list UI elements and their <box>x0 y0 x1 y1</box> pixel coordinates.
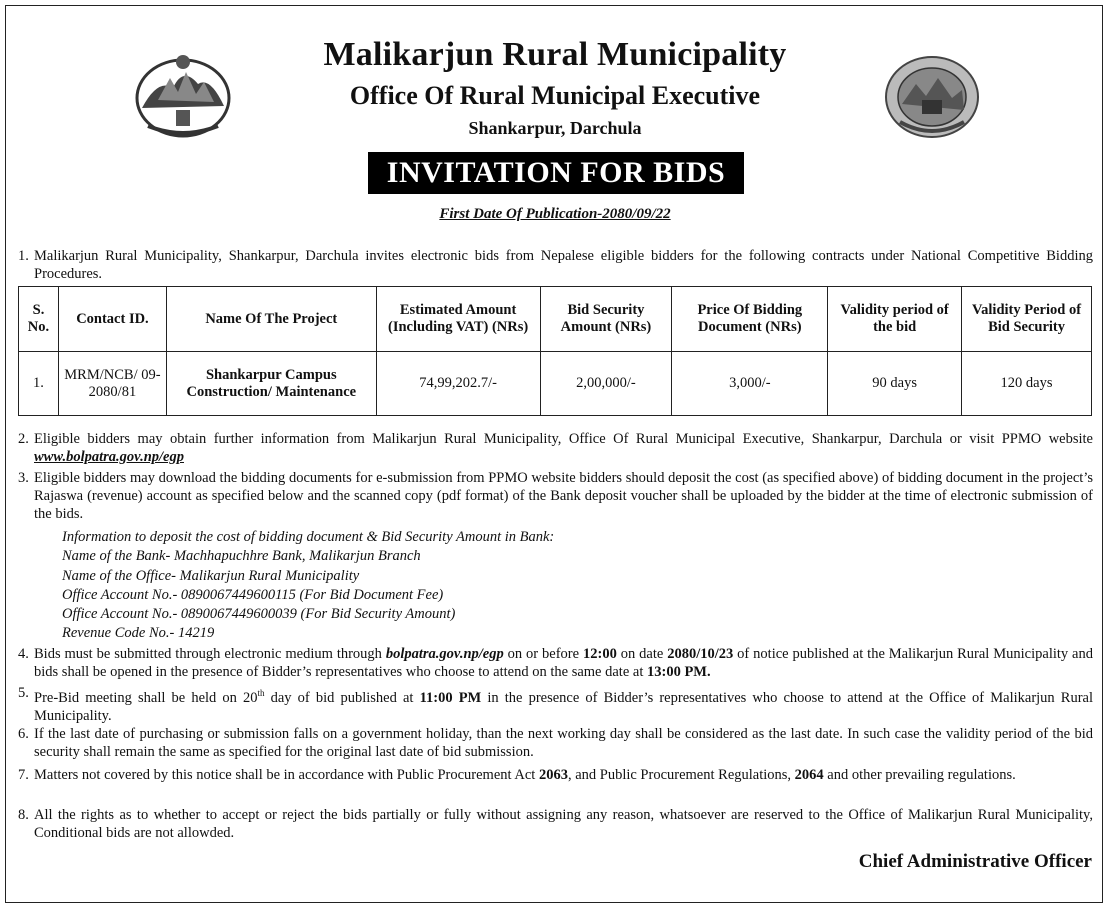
clause-2: 2. Eligible bidders may obtain further information from Malikarjun Rural Municipality, Office Of Rural Municipal Executive, Shankarpur, Darchula or visit PPMO website www.bolpatra.gov.np/egp <box>18 431 1093 465</box>
publication-date: First Date Of Publication-2080/09/22 <box>439 206 671 222</box>
cell-sno: 1. <box>19 352 59 416</box>
table-row <box>19 352 1092 416</box>
office-title: Office Of Rural Municipal Executive <box>349 81 761 110</box>
col-sno: S. No. <box>19 287 59 352</box>
cell-price: 3,000/- <box>672 352 828 416</box>
cell-project: Shankarpur Campus Construction/ Maintenance <box>166 352 376 416</box>
clause-7: 7. Matters not covered by this notice shall be in accordance with Public Procurement Act 2063, and Public Procurement Regulations, 2064 and other prevailing regulations. <box>18 767 1016 783</box>
revenue-code: Revenue Code No.- 14219 <box>62 625 215 642</box>
clause-6: 6. If the last date of purchasing or submission falls on a government holiday, than the next working day shall be considered as the last date. In such case the validity period of the bid security shall remain the same as specified for the original last date of bid submission. <box>18 726 1093 760</box>
bid-table <box>18 286 1092 416</box>
bank-info-heading: Information to deposit the cost of bidding document & Bid Security Amount in Bank: <box>62 529 555 545</box>
clause-3: 3. Eligible bidders may download the bidding documents for e-submission from PPMO website bidders should deposit the cost (as specified above) of bidding document in the project’s Rajaswa (revenue) account as specified below and the scanned copy (pdf format) of the Bank deposit voucher shall be uploaded by the bidder at the time of electronic submission of the bids. <box>18 470 1093 522</box>
clause-8: 8. All the rights as to whether to accept or reject the bids partially or fully without assigning any reason, whatsoever are reserved to the Office of Malikarjun Rural Municipality, Conditional bids are not allowded. <box>18 807 1093 841</box>
clause-1: 1. Malikarjun Rural Municipality, Shankarpur, Darchula invites electronic bids from Nepalese eligible bidders for the following contracts under National Competitive Bidding Procedures. <box>18 248 1093 282</box>
account-fee: Office Account No.- 0890067449600115 (For Bid Document Fee) <box>62 586 444 603</box>
invitation-banner: INVITATION FOR BIDS <box>368 152 744 194</box>
col-validity-bid: Validity period of the bid <box>828 287 962 352</box>
bank-name: Name of the Bank- Machhapuchhre Bank, Malikarjun Branch <box>62 548 421 565</box>
cell-validity-bid: 90 days <box>828 352 962 416</box>
clause-5: 5. Pre-Bid meeting shall be held on 20th day of bid published at 11:00 PM in the presence of Bidder’s representatives who choose to attend at the Office of Malikarjun Rural Municipality. <box>18 685 1093 724</box>
col-security: Bid Security Amount (NRs) <box>540 287 672 352</box>
cell-security: 2,00,000/- <box>540 352 672 416</box>
col-estimate: Estimated Amount (Including VAT) (NRs) <box>376 287 540 352</box>
col-price: Price Of Bidding Document (NRs) <box>672 287 828 352</box>
col-project: Name Of The Project <box>166 287 376 352</box>
cell-estimate: 74,99,202.7/- <box>376 352 540 416</box>
clause-4: 4. Bids must be submitted through electronic medium through bolpatra.gov.np/egp on or before 12:00 on date 2080/10/23 of notice published at the Malikarjun Rural Municipality and bids shall be opened in the presence of Bidder’s representatives who choose to attend on the same date at 13:00 PM. <box>18 646 1093 680</box>
ppmo-link[interactable]: www.bolpatra.gov.np/egp <box>34 449 184 465</box>
bank-info <box>62 528 554 644</box>
table-header-row <box>19 287 1092 352</box>
cell-validity-security: 120 days <box>962 352 1092 416</box>
location-text: Shankarpur, Darchula <box>468 118 642 138</box>
cell-contact: MRM/NCB/ 09-2080/81 <box>58 352 166 416</box>
office-name: Name of the Office- Malikarjun Rural Municipality <box>62 567 360 584</box>
col-validity-security: Validity Period of Bid Security <box>962 287 1092 352</box>
org-title: Malikarjun Rural Municipality <box>323 36 787 73</box>
account-security: Office Account No.- 0890067449600039 (For Bid Security Amount) <box>62 606 456 623</box>
signature-title: Chief Administrative Officer <box>858 851 1092 872</box>
col-contact: Contact ID. <box>58 287 166 352</box>
